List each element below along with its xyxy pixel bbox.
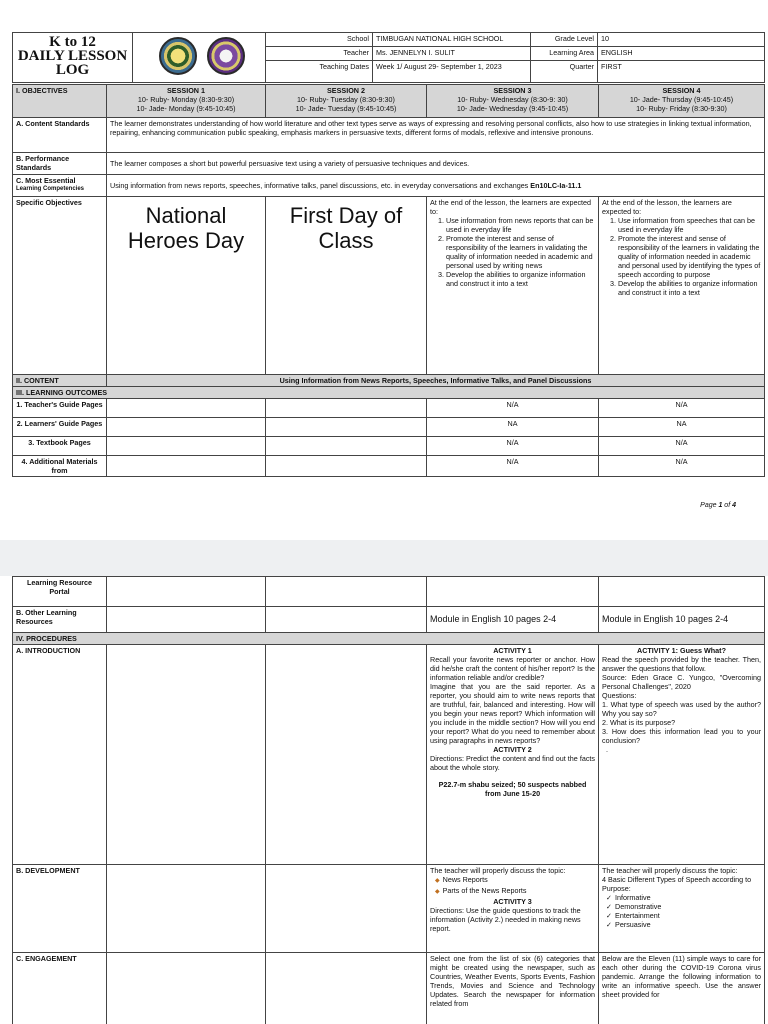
procedures-table: [12, 576, 765, 1024]
content-text: Using Information from News Reports, Speeches, Informative Talks, and Panel Discussions: [107, 375, 765, 387]
dates-label: Teaching Dates: [266, 61, 373, 83]
outcome-label: 3. Textbook Pages: [13, 437, 107, 456]
content-heading: II. CONTENT: [13, 375, 107, 387]
list-item: 2. Promote the interest and sense of responsibility of the learners in validating the quality of information needed in academic and personal used by writing news: [446, 234, 595, 270]
deped-seal-icon: [159, 37, 197, 75]
session-4-objectives: At the end of the lesson, the learners are expected to: 1. Use information from speeches that can be used in everyday life 2. Promote the interest and sense of responsibility of the learners in validating the quality of information needed in academic and personal used by identifying the types of speech according to purpose 3. Develop the abilities to organize information and construct it into a text: [599, 197, 765, 375]
engagement-s4: Below are the Eleven (11) simple ways to care for each other during the COVID-19 Corona virus pandemic. Arrange the following information to write an informative speech. Use the answer sheet provided for: [599, 953, 765, 1024]
area-value: ENGLISH: [598, 47, 765, 61]
learning-outcomes-heading: III. LEARNING OUTCOMES: [13, 387, 765, 399]
logos: [133, 33, 266, 83]
engagement-s3: Select one from the list of six (6) categories that might be created using the newspaper, such as Countries, Weather Events, Sports Events, Fashion Trends, Movies and Science and Technology Updates. Search the newspaper for information related from: [427, 953, 599, 1024]
introduction-s4: ACTIVITY 1: Guess What? Read the speech provided by the teacher. Then, answer the questions that follow. Source: Eden Grace C. Yungco, "Overcoming Personal Challenges", 2020 Questions: 1. What type of speech was used by the author? Why you say so? 2. What is its purpose? 3. How does this information lead you to your conclusion? .: [599, 645, 765, 865]
list-item: 2. Promote the interest and sense of responsibility of the learners in validating the quality of information needed in academic and personal used by identifying the types of speech according to purpose: [618, 234, 761, 279]
development-label: B. DEVELOPMENT: [13, 865, 107, 953]
performance-standards-label: B. Performance Standards: [13, 153, 107, 175]
list-item: 1. Use information from speeches that can be used in everyday life: [618, 216, 761, 234]
outcome-s3: N/A: [427, 399, 599, 418]
outcome-label: 1. Teacher's Guide Pages: [13, 399, 107, 418]
specific-objectives-label: Specific Objectives: [13, 197, 107, 375]
lr-portal-label: Learning Resource Portal: [13, 577, 107, 607]
outcome-s4: N/A: [599, 437, 765, 456]
development-s4: The teacher will properly discuss the topic: 4 Basic Different Types of Speech according to Purpose: ✓ Informative ✓ Demonstrative ✓ Entertainment ✓ Persuasive: [599, 865, 765, 953]
outcome-s3: N/A: [427, 437, 599, 456]
list-item: ◆ News Reports: [444, 875, 595, 886]
list-item: 1. Use information from news reports that can be used in everyday life: [446, 216, 595, 234]
competency-text: Using information from news reports, speeches, informative talks, panel discussions, etc. in everyday conversations and exchanges En10LC-Ia-11.1: [107, 175, 765, 197]
content-standards-label: A. Content Standards: [13, 118, 107, 153]
list-item: ✓ Entertainment: [616, 911, 761, 920]
other-resources-s4: Module in English 10 pages 2-4: [599, 607, 765, 633]
development-s3: The teacher will properly discuss the topic: ◆ News Reports ◆ Parts of the News Reports ACTIVITY 3 Directions: Use the guide questions to track the information (Activity 2.) needed in making news report.: [427, 865, 599, 953]
school-label: School: [266, 33, 373, 47]
outcome-s4: N/A: [599, 456, 765, 477]
outcome-s3: NA: [427, 418, 599, 437]
session-3-header: SESSION 3 10- Ruby- Wednesday (8:30-9: 30) 10- Jade- Wednesday (9:45-10:45): [427, 85, 599, 118]
outcome-label: 4. Additional Materials from: [13, 456, 107, 477]
competency-label: C. Most Essential Learning Competencies: [13, 175, 107, 197]
performance-standards-text: The learner composes a short but powerful persuasive text using a variety of persuasive techniques and devices.: [107, 153, 765, 175]
page-number: Page 1 of 4: [700, 502, 736, 509]
list-item: ◆ Parts of the News Reports: [444, 886, 595, 897]
session-4-header: SESSION 4 10- Jade- Thursday (9:45-10:45) 10- Ruby- Friday (8:30-9:30): [599, 85, 765, 118]
objectives-heading: I. OBJECTIVES: [13, 85, 107, 118]
outcome-s3: N/A: [427, 456, 599, 477]
engagement-label: C. ENGAGEMENT: [13, 953, 107, 1024]
session-2-header: SESSION 2 10- Ruby- Tuesday (8:30-9:30) 10- Jade- Tuesday (9:45-10:45): [266, 85, 427, 118]
grade-label: Grade Level: [531, 33, 598, 47]
introduction-label: A. INTRODUCTION: [13, 645, 107, 865]
school-value: TIMBUGAN NATIONAL HIGH SCHOOL: [373, 33, 531, 47]
content-standards-text: The learner demonstrates understanding of how world literature and other text types serve as ways of expressing and resolving personal conflicts, also how to use strategies in linking textual information, repairing, enhancing communication public speaking, emphasis markers in persuasive texts, different forms of modals, reflexive and intensive pronouns.: [107, 118, 765, 153]
area-label: Learning Area: [531, 47, 598, 61]
school-seal-icon: [207, 37, 245, 75]
dll-title: K to 12 DAILY LESSON LOG: [13, 33, 133, 83]
outcome-s4: NA: [599, 418, 765, 437]
session-1-header: SESSION 1 10- Ruby- Monday (8:30-9:30) 10- Jade- Monday (9:45-10:45): [107, 85, 266, 118]
session-1-objective: National Heroes Day: [107, 197, 266, 375]
grade-value: 10: [598, 33, 765, 47]
objectives-table: [12, 84, 765, 477]
list-item: ✓ Demonstrative: [616, 902, 761, 911]
dates-value: Week 1/ August 29- September 1, 2023: [373, 61, 531, 83]
list-item: ✓ Informative: [616, 893, 761, 902]
session-3-objectives: At the end of the lesson, the learners are expected to: 1. Use information from news reports that can be used in everyday life 2. Promote the interest and sense of responsibility of the learners in validating the quality of information needed in academic and personal used by writing news 3. Develop the abilities to organize information and construct it into a text: [427, 197, 599, 375]
list-item: ✓ Persuasive: [616, 920, 761, 929]
outcome-s4: N/A: [599, 399, 765, 418]
page-gap: [0, 540, 768, 576]
header-table: [12, 32, 765, 83]
quarter-value: FIRST: [598, 61, 765, 83]
list-item: 3. Develop the abilities to organize information and construct it into a text: [618, 279, 761, 297]
other-resources-label: B. Other Learning Resources: [13, 607, 107, 633]
procedures-heading: IV. PROCEDURES: [13, 633, 765, 645]
page-2: [0, 576, 768, 1024]
teacher-value: Ms. JENNELYN I. SULIT: [373, 47, 531, 61]
outcome-label: 2. Learners' Guide Pages: [13, 418, 107, 437]
session-2-objective: First Day of Class: [266, 197, 427, 375]
introduction-s3: ACTIVITY 1 Recall your favorite news reporter or anchor. How did he/she craft the content of his/her report? Is the information reliable and/or credible? Imagine that you are the said reporter. As a reporter, you should aim to write news reports that are truthful, fair, balanced and interesting. How will you begin your news report? Which information will you include in the middle section? How will you end your report? What do you need to remember about using paragraphs in news reports? ACTIVITY 2 Directions: Predict the content and find out the facts about the whole story. P22.7-m shabu seized; 50 suspects nabbed from June 15-20: [427, 645, 599, 865]
list-item: 3. Develop the abilities to organize information and construct it into a text: [446, 270, 595, 288]
teacher-label: Teacher: [266, 47, 373, 61]
quarter-label: Quarter: [531, 61, 598, 83]
other-resources-s3: Module in English 10 pages 2-4: [427, 607, 599, 633]
